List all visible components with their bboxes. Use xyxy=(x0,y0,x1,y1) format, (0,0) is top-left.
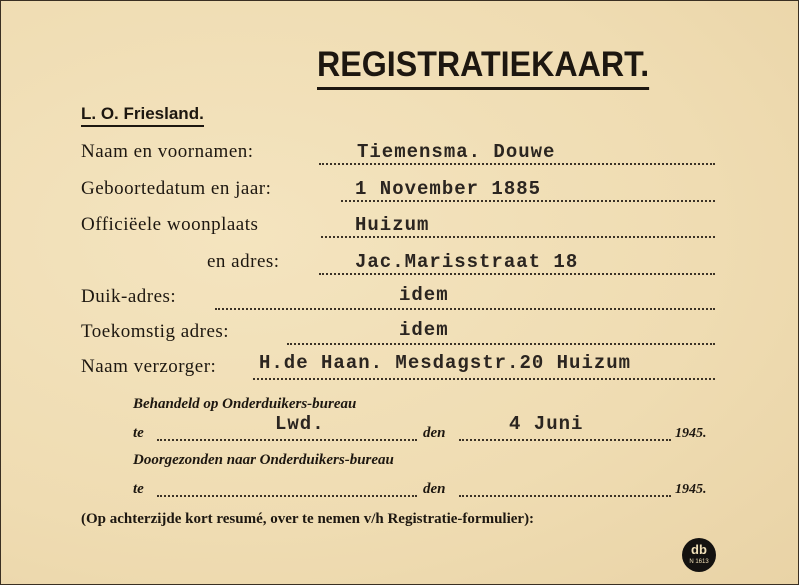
forwarded-row xyxy=(1,477,798,507)
dotted-line xyxy=(157,439,417,441)
forwarded-year: 1945. xyxy=(675,482,707,497)
treated-year: 1945. xyxy=(675,426,707,441)
stamp-code: N 1613 xyxy=(689,559,709,565)
treated-place: Lwd. xyxy=(275,413,325,435)
card-title: REGISTRATIEKAART. xyxy=(317,45,649,90)
field-label: Naam en voornamen: xyxy=(81,141,254,162)
den-label: den xyxy=(423,425,446,441)
field-label: Geboortedatum en jaar: xyxy=(81,178,272,199)
field-row-future-address xyxy=(1,321,798,351)
field-value: H.de Haan. Mesdagstr.20 Huizum xyxy=(259,352,632,374)
field-label: Duik-adres: xyxy=(81,286,177,307)
field-label: Toekomstig adres: xyxy=(81,321,230,342)
forwarded-heading: Doorgezonden naar Onderduikers-bureau xyxy=(133,452,394,468)
field-value: idem xyxy=(399,284,449,306)
field-label: Officiëele woonplaats xyxy=(81,214,259,235)
field-row-hiding-address xyxy=(1,286,798,316)
te-label: te xyxy=(133,481,144,497)
treated-heading: Behandeld op Onderduikers-bureau xyxy=(133,396,357,412)
organisation-name: L. O. Friesland. xyxy=(81,103,204,127)
field-row-name xyxy=(1,141,798,171)
field-value: idem xyxy=(399,319,449,341)
field-row-birthdate xyxy=(1,178,798,208)
archive-stamp xyxy=(682,538,716,572)
dotted-line xyxy=(459,439,671,441)
te-label: te xyxy=(133,425,144,441)
dotted-line xyxy=(341,200,715,202)
field-value: Tiemensma. Douwe xyxy=(357,141,556,163)
dotted-line xyxy=(319,163,715,165)
field-value: Jac.Marisstraat 18 xyxy=(355,251,579,273)
field-label: en adres: xyxy=(207,251,280,272)
field-label: Naam verzorger: xyxy=(81,356,217,377)
treated-date: 4 Juni xyxy=(509,413,584,435)
dotted-line xyxy=(215,308,715,310)
footer-note: (Op achterzijde kort resumé, over te nemen v/h Registratie-formulier): xyxy=(81,511,535,527)
dotted-line xyxy=(321,236,715,238)
dotted-line xyxy=(287,343,715,345)
field-row-address xyxy=(1,251,798,281)
treated-row xyxy=(1,413,798,451)
field-value: Huizum xyxy=(355,214,430,236)
stamp-letters: db xyxy=(691,542,707,557)
dotted-line xyxy=(157,495,417,497)
field-value: 1 November 1885 xyxy=(355,178,542,200)
field-row-residence xyxy=(1,214,798,244)
field-row-caretaker xyxy=(1,352,798,386)
dotted-line xyxy=(253,378,715,380)
den-label: den xyxy=(423,481,446,497)
dotted-line xyxy=(319,273,715,275)
dotted-line xyxy=(459,495,671,497)
